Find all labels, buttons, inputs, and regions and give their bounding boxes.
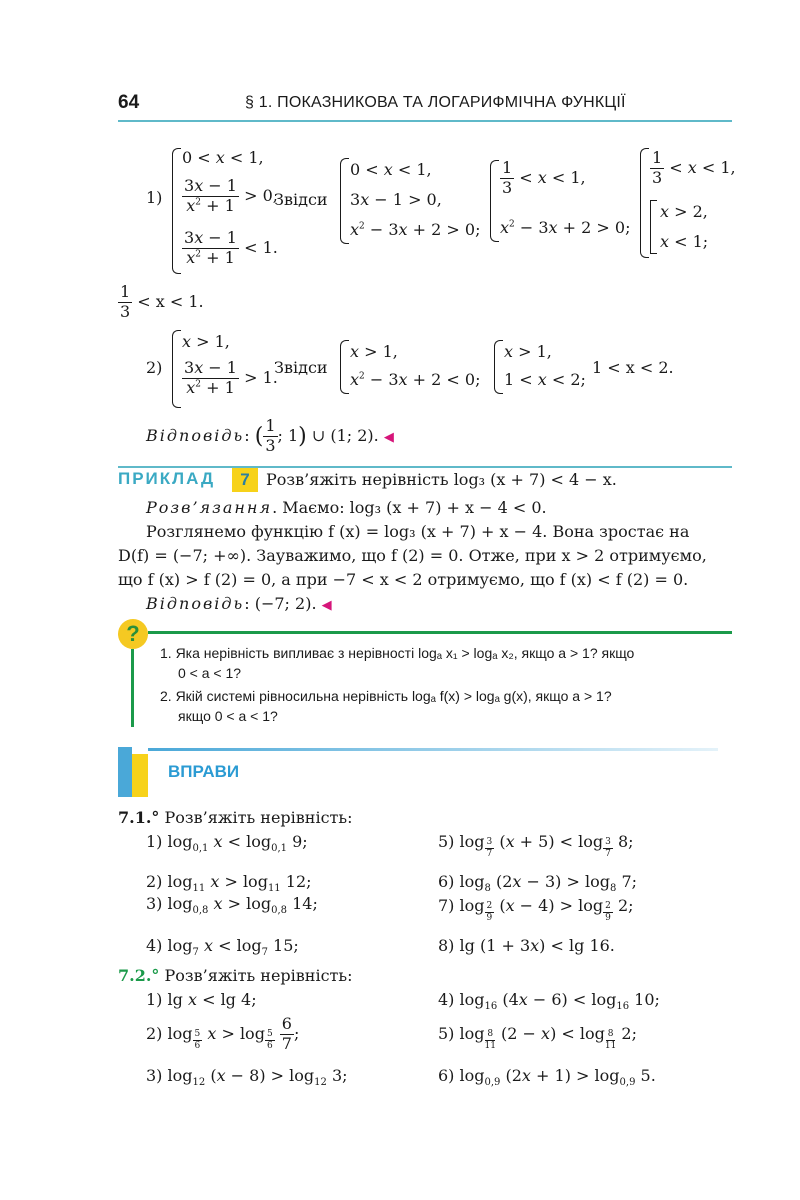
exercises-title: ВПРАВИ [168,762,240,781]
exercise-item: 6) $\log_8 (2x - 3) > \log_8 7$; [438,872,638,895]
exercises-bar-accent [132,754,148,797]
example-para-2: D(f) = (−7; +∞). Зауважимо, що f (2) = 0. Отже, при x > 2 отримуємо, [118,546,707,565]
formula: $\frac{1}{3}$ < x < 1, [652,148,736,187]
formula: $\frac{3x - 1}{x^2 + 1}$ > 0, [184,176,278,215]
end-marker-icon: ◀ [321,598,332,613]
formula: $\frac{3x - 1}{x^2 + 1}$ < 1. [184,228,278,267]
system-brace [172,148,181,274]
result-1: $\frac{1}{3}$ < x < 1. [120,282,204,321]
exercise-item: 5) log $_{\frac{3}{7}}$ (x + 5) < log $_{\frac{3}{7}}$ 8; [438,832,634,860]
union-bracket [650,200,657,254]
question-1-line-2: 0 < a < 1? [178,665,242,681]
page-number: 64 [118,92,140,113]
answer-line: Відповідь: ( $\frac{1}{3}$ ; 1) ∪ (1; 2). ◀ [146,416,394,455]
formula: 3x − 1 > 0, [350,190,442,209]
exercise-item: 2) log $_{\frac{5}{6}}$ x > log $_{\frac{5}{6}}$ $\frac{6}{7}$ ; [146,1014,300,1053]
system-brace [494,340,503,394]
formula: x > 1, [350,342,398,361]
question-rule [148,631,732,634]
formula: x > 1, [504,342,552,361]
exercise-item: 2) $\log_{11} x > \log_{11} 12$; [146,872,312,895]
example-para-1: Розглянемо функцію f (x) = log₃ (x + 7) + x − 4. Вона зростає на [146,522,690,541]
exercise-item: 4) $\log_7 x < \log_7 15$; [146,936,299,959]
question-icon: ? [118,619,148,649]
question-vline [131,649,134,727]
exercise-7-1: 7.1.° Розв’яжіть нерівність: [118,808,353,827]
exercises-bar [118,747,132,797]
exercise-item: 4) $\log_{16} (4x - 6) < \log_{16} 10$; [438,990,660,1013]
example-answer: Відповідь: (−7; 2). ◀ [146,594,332,613]
question-2-line-2: якщо 0 < a < 1? [178,708,278,724]
formula: $x^2 - 3x + 2 > 0$; [500,218,631,237]
zvidsy-text: Звідси [274,358,328,377]
exercises-rule [148,748,718,751]
system-brace [172,330,181,408]
formula: $\frac{3x - 1}{x^2 + 1}$ > 1. [184,358,278,397]
zvidsy-text: Звідси [274,190,328,209]
system-brace [340,158,349,244]
example-para-3: що f (x) > f (2) = 0, а при −7 < x < 2 отримуємо, що f (x) < f (2) = 0. [118,570,689,589]
formula: $\frac{1}{3}$ < x < 1, [502,158,586,197]
item-2-label: 2) [146,358,163,377]
formula: $x^2 - 3x + 2 < 0$; [350,370,481,389]
formula: $x^2 - 3x + 2 > 0$; [350,220,481,239]
formula: 0 < x < 1, [182,148,264,167]
formula: x > 1, [182,332,230,351]
example-label: ПРИКЛАД [118,469,216,488]
example-number: 7 [232,468,258,492]
item-1-label: 1) [146,188,163,207]
exercise-item: 1) lg x < lg 4; [146,990,257,1009]
question-1-line-1: 1. Яка нерівність випливає з нерівності logₐ x₁ > logₐ x₂, якщо a > 1? якщо [160,645,635,661]
example-bar [118,466,732,468]
system-brace [640,148,649,258]
example-task: Розв’яжіть нерівність log₃ (x + 7) < 4 − x. [266,470,617,489]
exercise-item: 3) $\log_{12} (x - 8) > \log_{12} 3$; [146,1066,348,1089]
exercise-item: 6) $\log_{0,9} (2x + 1) > \log_{0,9} 5$. [438,1066,656,1089]
system-brace [340,340,349,394]
question-2-line-1: 2. Якій системі рівносильна нерівність logₐ f(x) > logₐ g(x), якщо a > 1? [160,688,612,704]
header-rule [118,120,732,122]
example-solution: Розв’язання. Маємо: log₃ (x + 7) + x − 4 < 0. [146,498,547,517]
result-2: 1 < x < 2. [592,358,674,377]
exercise-item: 5) log $_{\frac{8}{11}}$ (2 − x) < log $_{\frac{8}{11}}$ 2; [438,1024,637,1052]
exercise-item: 8) lg (1 + 3x) < lg 16. [438,936,615,955]
exercise-item: 1) $\log_{0,1} x < \log_{0,1} 9$; [146,832,308,855]
exercise-item: 7) log $_{\frac{2}{9}}$ (x − 4) > log $_{\frac{2}{9}}$ 2; [438,896,634,924]
formula: 1 < x < 2; [504,370,586,389]
formula: 0 < x < 1, [350,160,432,179]
formula: x > 2, [660,202,708,221]
exercise-item: 3) $\log_{0,8} x > \log_{0,8} 14$; [146,894,318,917]
system-brace [490,160,499,242]
end-marker-icon: ◀ [383,429,394,445]
section-title: § 1. ПОКАЗНИКОВА ТА ЛОГАРИФМІЧНА ФУНКЦІЇ [245,94,626,111]
exercise-7-2: 7.2.° Розв’яжіть нерівність: [118,966,353,985]
formula: x < 1; [660,232,709,251]
